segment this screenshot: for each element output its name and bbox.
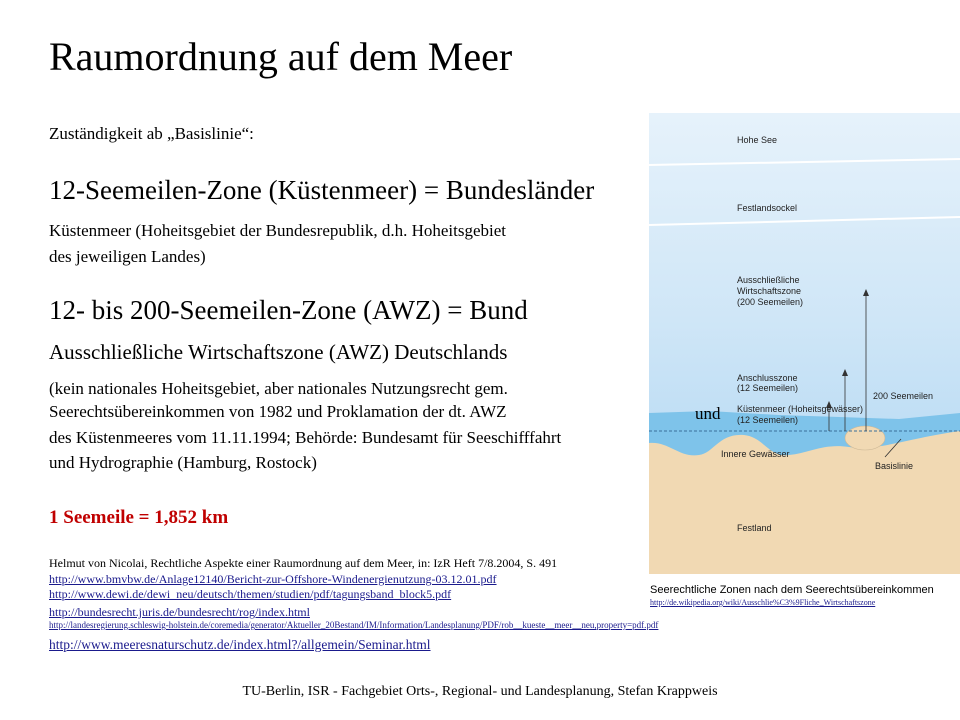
paragraph-awz-und: und [695,404,721,423]
link-bmvbw[interactable]: http://www.bmvbw.de/Anlage12140/Bericht-zur-Offshore-Windenergienutzung-03.12.01.pdf [49,572,497,586]
maritime-zones-diagram [649,113,960,574]
label-festlandsockel: Festlandsockel [737,203,798,213]
label-anschluss-line1: Anschlusszone [737,373,798,383]
paragraph-coastal-line2: des jeweiligen Landes) [49,247,206,266]
link-meeresnaturschutz[interactable]: http://www.meeresnaturschutz.de/index.html?/allgemein/Seminar.html [49,637,431,652]
paragraph-awz-line4: und Hydrographie (Hamburg, Rostock) [49,453,317,472]
heading-awz-zone: 12- bis 200-Seemeilen-Zone (AWZ) = Bund [49,295,528,325]
diagram-source-link[interactable]: http://de.wikipedia.org/wiki/Ausschlie%C3%9Fliche_Wirtschaftszone [650,598,876,607]
heading-coastal-zone: 12-Seemeilen-Zone (Küstenmeer) = Bundesländer [49,175,595,205]
paragraph-awz-line3: des Küstenmeeres vom 11.11.1994; Behörde: Bundesamt für Seeschifffahrt [49,428,562,447]
conversion-note: 1 Seemeile = 1,852 km [49,507,229,528]
link-bundesrecht[interactable]: http://bundesrecht.juris.de/bundesrecht/rog/index.html [49,605,310,619]
footer: TU-Berlin, ISR - Fachgebiet Orts-, Regional- und Landesplanung, Stefan Krappweis [242,684,718,699]
label-festland: Festland [737,523,772,533]
link-landesregierung[interactable]: http://landesregierung.schleswig-holstein.de/coremedia/generator/Aktueller_20Bestand/IM/Information/Landesplanung/PDF/rob__kueste__meer__neu,property=pdf.pdf [49,620,659,630]
label-basislinie: Basislinie [875,461,914,471]
label-innere-gewaesser: Innere Gewässer [721,449,790,459]
label-awz-line2: Wirtschaftszone [737,286,802,296]
heading-awz-germany: Ausschließliche Wirtschaftszone (AWZ) Deutschlands [49,340,508,364]
label-hohe-see: Hohe See [737,135,778,145]
page-title: Raumordnung auf dem Meer [49,34,513,79]
label-seemeilen-200: 200 Seemeilen [873,391,934,401]
label-anschluss-line2: (12 Seemeilen) [737,383,799,393]
label-awz-line3: (200 Seemeilen) [737,297,804,307]
label-kuestenmeer-line2: (12 Seemeilen) [737,415,799,425]
paragraph-awz-line1: (kein nationales Hoheitsgebiet, aber nationales Nutzungsrecht gem. [49,379,508,398]
subtitle: Zuständigkeit ab „Basislinie“: [49,124,254,143]
paragraph-awz-line2: Seerechtsübereinkommen von 1982 und Proklamation der dt. AWZ [49,402,507,421]
label-kuestenmeer-line1: Küstenmeer (Hoheitsgewässer) [737,404,864,414]
paragraph-coastal-line1: Küstenmeer (Hoheitsgebiet der Bundesrepublik, d.h. Hoheitsgebiet [49,221,506,240]
label-awz-line1: Ausschließliche [737,275,800,285]
island [845,426,885,450]
diagram-caption: Seerechtliche Zonen nach dem Seerechtsübereinkommen [650,584,934,596]
link-dewi[interactable]: http://www.dewi.de/dewi_neu/deutsch/themen/studien/pdf/tagungsband_block5.pdf [49,587,452,601]
reference-citation: Helmut von Nicolai, Rechtliche Aspekte einer Raumordnung auf dem Meer, in: IzR Heft 7/8.2004, S. 491 [49,556,558,570]
